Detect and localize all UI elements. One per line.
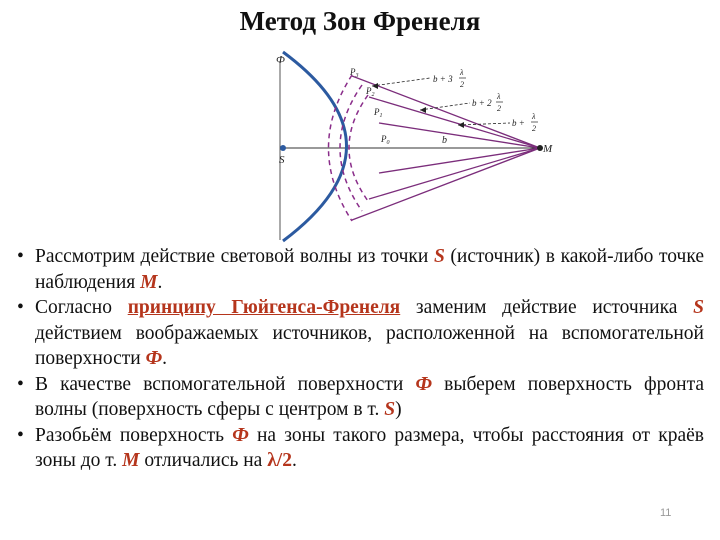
svg-text:2: 2 — [497, 104, 501, 113]
svg-text:b +: b + — [512, 118, 525, 128]
arrowhead-1 — [458, 122, 464, 128]
formula-1 — [512, 112, 538, 133]
svg-text:λ: λ — [460, 68, 464, 77]
slide-title: Метод Зон Френеля — [239, 6, 481, 36]
label-p3: $P_3$ — [350, 67, 359, 79]
svg-text:b + 3: b + 3 — [433, 74, 453, 84]
svg-text:λ: λ — [532, 112, 536, 121]
bullet-3: • В качестве вспомогательной поверхности Ф выберем поверхность фронта волны (поверхность сферы с центром в т. S) — [14, 372, 704, 423]
ray-p2-bottom — [369, 148, 540, 199]
wavefront-phi — [283, 52, 347, 241]
formula-2 — [472, 92, 503, 113]
bullet-2: • Согласно принципу Гюйгенса-Френеля заменим действие источника S действием воображаемых источников, расположенной на вспомогательной поверхности Ф. — [14, 295, 704, 372]
label-m: M — [543, 143, 553, 155]
leader-1 — [458, 123, 510, 125]
bullet-1: • Рассмотрим действие световой волны из точки S (источник) в какой-либо точке наблюдения M. — [14, 244, 704, 295]
formula-3 — [433, 68, 466, 89]
label-p2: $P_2$ — [366, 86, 375, 98]
ray-p1-bottom — [379, 148, 540, 173]
ray-p3-bottom — [352, 148, 540, 220]
svg-text:λ: λ — [497, 92, 501, 101]
svg-text:2: 2 — [532, 124, 536, 133]
label-p1: $P_1$ — [374, 107, 383, 119]
huygens-fresnel-link[interactable]: принципу Гюйгенса-Френеля — [127, 297, 401, 318]
label-p0: $P_0$ — [381, 134, 390, 146]
page-number: 11 — [660, 507, 672, 519]
svg-text:b + 2: b + 2 — [472, 98, 492, 108]
source-point — [280, 145, 286, 151]
leader-3 — [372, 78, 430, 86]
label-s: S — [279, 154, 285, 166]
leader-2 — [420, 103, 470, 110]
label-phi: Ф — [276, 54, 285, 66]
label-dist-b: b — [442, 135, 447, 146]
bullet-list — [14, 244, 704, 474]
bullet-4: • Разобьём поверхность Ф на зоны такого размера, чтобы расстояния от краёв зоны до т. M отличались на λ/2. — [14, 423, 704, 474]
svg-text:2: 2 — [460, 80, 464, 89]
